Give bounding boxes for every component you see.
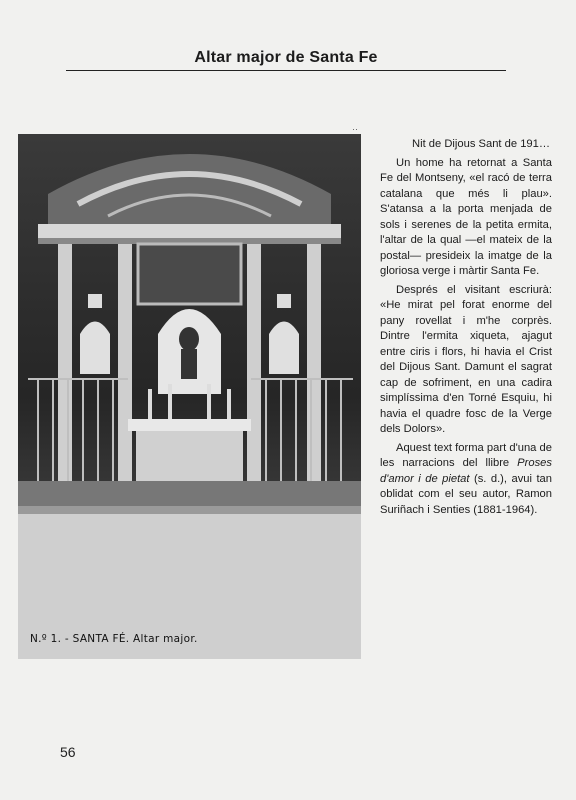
page-number: 56: [60, 744, 76, 760]
book-title: Proses d'amor i de pietat: [380, 457, 552, 485]
paragraph-1: Nit de Dijous Sant de 191…: [412, 138, 551, 150]
paragraph-4: [380, 441, 552, 519]
photo-caption: N.º 1. - SANTA FÉ. Altar major.: [30, 633, 198, 645]
altar-photograph: [18, 134, 361, 659]
paragraph-3: Després el visitant escriurà: «He mirat pel forat enorme del pany rovellat i m'he corprès. Dintre l'ermita xiqueta, ajagut entre ciris i flors, hi havia el Crist del Dijous Sant. Damunt el sagrat cap de sofriment, en una cadira simplíssima d'en Torné Esquiu, hi havia el quadre fosc de la Verge dels Dolors».: [380, 283, 552, 435]
paragraph-2: Un home ha retornat a Santa Fe del Montseny, «el racó de terra catalana que més li plau». S'atansa a la porta menjada de sols i serenes de la petita ermita, l'altar de la qual —el mateix de la postal— presideix la imatge de la gloriosa verge i màrtir Santa Fe.: [380, 156, 552, 277]
paragraph-4-end: (s. d.), avui tan oblidat com el seu autor, Ramon Suriñach i Senties (1881-1964).: [380, 472, 552, 516]
altar-illustration: [18, 134, 361, 659]
page-title: Altar major de Santa Fe: [194, 49, 378, 66]
margin-mark: ··: [352, 124, 358, 134]
title-rule: [66, 70, 506, 71]
paragraph-4-start: Aquest text forma part d'una de les narracions del llibre: [380, 441, 552, 469]
body-text: [380, 137, 552, 521]
